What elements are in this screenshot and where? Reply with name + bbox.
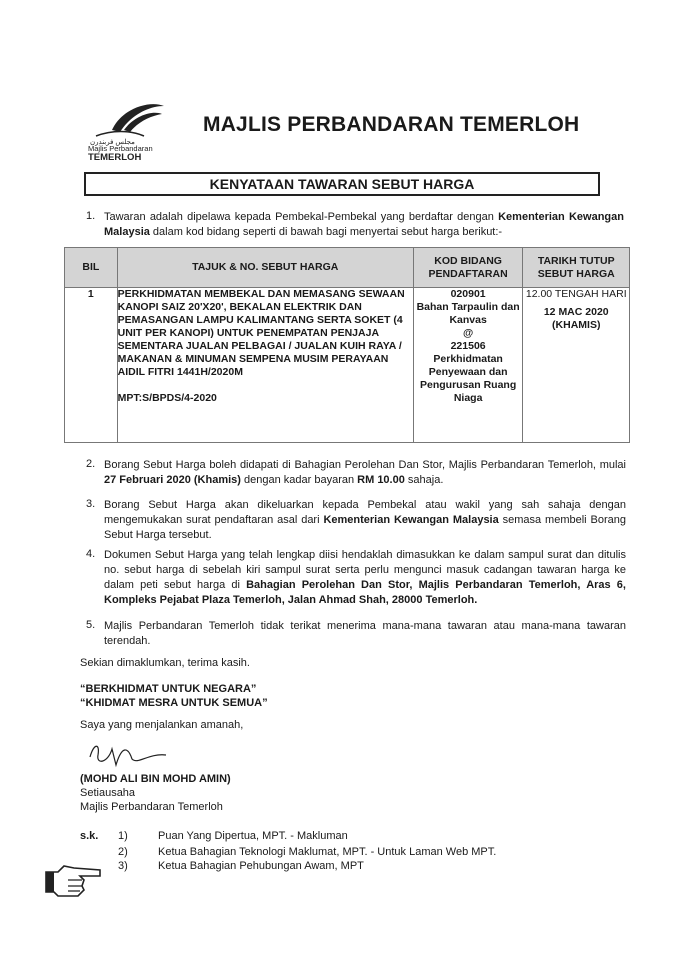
row-kod — [413, 288, 523, 443]
sk-item-3-num: 3) — [118, 860, 128, 872]
row-reference: MPT:S/BPDS/4-2020 — [117, 392, 217, 404]
para5: Majlis Perbandaran Temerloh tidak terikat menerima mana-mana tawaran atau mana-mana tawaran terendah. — [104, 620, 626, 647]
document-title: KENYATAAN TAWARAN SEBUT HARGA — [84, 172, 600, 196]
header-tajuk: TAJUK & NO. SEBUT HARGA — [117, 248, 413, 288]
signatory-position: Setiausaha — [80, 787, 136, 799]
para1 — [104, 210, 624, 240]
header-kod-text: KOD BIDANG PENDAFTARAN — [428, 254, 508, 280]
sk-item-1-num: 1) — [118, 830, 128, 842]
sk-label: s.k. — [80, 830, 99, 842]
signatory-org: Majlis Perbandaran Temerloh — [80, 801, 223, 813]
para1-number: 1. — [86, 210, 96, 222]
signatory-name: (MOHD ALI BIN MOHD AMIN) — [80, 773, 231, 785]
closing-day: (KHAMIS) — [552, 319, 601, 331]
sk-item-1-text: Puan Yang Dipertua, MPT. - Makluman — [158, 830, 348, 842]
para3-bold-a: Kementerian Kewangan Malaysia — [323, 514, 499, 526]
kod-separator: @ — [463, 327, 474, 339]
table-row — [65, 288, 630, 443]
para3-number: 3. — [86, 498, 96, 510]
para2-text-c: sahaja. — [404, 474, 444, 486]
motto-1: “BERKHIDMAT UNTUK NEGARA” — [80, 683, 257, 695]
signature — [88, 735, 168, 771]
para2-bold-b: RM 10.00 — [357, 474, 405, 486]
closing-time: 12.00 TENGAH HARI — [525, 288, 627, 300]
para4-text-a: Dokumen Sebut Harga yang telah lengkap diisi hendaklah dimasukkan ke dalam sampul surat dan ditulis no. sebut harga di sebelah kiri sampul surat serta perlu mengunci masuk cadangan tawaran harga ke dalam peti sebut harga di — [104, 549, 626, 591]
kod-desc-2: Perkhidmatan Penyewaan dan Pengurusan Ruang Niaga — [419, 353, 517, 404]
kod-code-1: 020901 — [450, 288, 486, 300]
header-kod — [413, 248, 523, 288]
motto-2: “KHIDMAT MESRA UNTUK SEMUA” — [80, 697, 268, 709]
pointing-hand-icon — [44, 862, 102, 900]
tender-table — [64, 247, 630, 443]
para1-text-a: Tawaran adalah dipelawa kepada Pembekal-Pembekal yang berdaftar dengan — [104, 211, 499, 223]
mpt-logo — [82, 100, 182, 162]
kod-code-2: 221506 — [450, 340, 486, 352]
organisation-name: MAJLIS PERBANDARAN TEMERLOH — [203, 113, 580, 136]
para4 — [104, 548, 626, 608]
header-bil: BIL — [65, 248, 118, 288]
kod-desc-1: Bahan Tarpaulin dan Kanvas — [416, 301, 520, 326]
para3-text-a: Borang Sebut Harga akan dikeluarkan kepada Pembekal atau wakil yang sah sahaja dengan mengemukakan surat pendaftaran asal dari — [104, 499, 626, 526]
header-tarikh-text: TARIKH TUTUP SEBUT HARGA — [537, 254, 615, 280]
closing-note: Sekian dimaklumkan, terima kasih. — [80, 657, 250, 669]
closing-date: 12 MAC 2020 — [543, 306, 609, 318]
row-tajuk-title: PERKHIDMATAN MEMBEKAL DAN MEMASANG SEWAAN KANOPI SAIZ 20'X20', BEKALAN ELEKTRIK DAN PEMASANGAN LAMPU KALIMANTANG SERTA SOKET (4 UNIT PER KANOPI) UNTUK PENEMPATAN PENJAJA SEMENTARA JUALAN PELBAGAI / JUALAN KUIH RAYA / MAKANAN & MINUMAN SEMPENA MUSIM PERAYAAN AIDIL FITRI 1441H/2020M — [117, 288, 405, 378]
table-header-row — [65, 248, 630, 288]
logo-text-2: TEMERLOH — [88, 152, 142, 162]
para3-text-b: semasa membeli Borang Sebut Harga tersebut. — [104, 514, 626, 541]
logo-arabic-script: ﻣﺠﻠﺲ ﻓﺮﺑﻨﺪﺭﻥ — [90, 139, 135, 146]
para4-number: 4. — [86, 548, 96, 560]
sk-item-2-text: Ketua Bahagian Teknologi Maklumat, MPT. - Untuk Laman Web MPT. — [158, 846, 497, 858]
row-tajuk — [117, 288, 413, 443]
para1-text-b: dalam kod bidang seperti di bawah bagi menyertai sebut harga berikut:- — [149, 226, 503, 238]
para1-bold-a: Kementerian Kewangan Malaysia — [104, 211, 624, 238]
sign-off: Saya yang menjalankan amanah, — [80, 719, 244, 731]
sk-item-3-text: Ketua Bahagian Pehubungan Awam, MPT — [158, 860, 364, 872]
para3 — [104, 498, 626, 543]
sk-item-2-num: 2) — [118, 846, 128, 858]
para2-text-a: Borang Sebut Harga boleh didapati di Bahagian Perolehan Dan Stor, Majlis Perbandaran Temerloh, mulai — [104, 459, 626, 471]
para2-text-b: dengan kadar bayaran — [240, 474, 358, 486]
para2 — [104, 458, 626, 488]
row-tarikh — [523, 288, 630, 443]
header-tarikh — [523, 248, 630, 288]
row-bil: 1 — [65, 288, 118, 443]
para5-number: 5. — [86, 619, 96, 631]
para4-bold-a: Bahagian Perolehan Dan Stor, Majlis Perbandaran Temerloh, Aras 6, Kompleks Pejabat Plaza Temerloh, Jalan Ahmad Shah, 28000 Temerloh. — [104, 579, 626, 606]
logo-text-1: Majlis Perbandaran — [88, 144, 153, 153]
para2-number: 2. — [86, 458, 96, 470]
para2-bold-a: 27 Februari 2020 (Khamis) — [104, 474, 241, 486]
